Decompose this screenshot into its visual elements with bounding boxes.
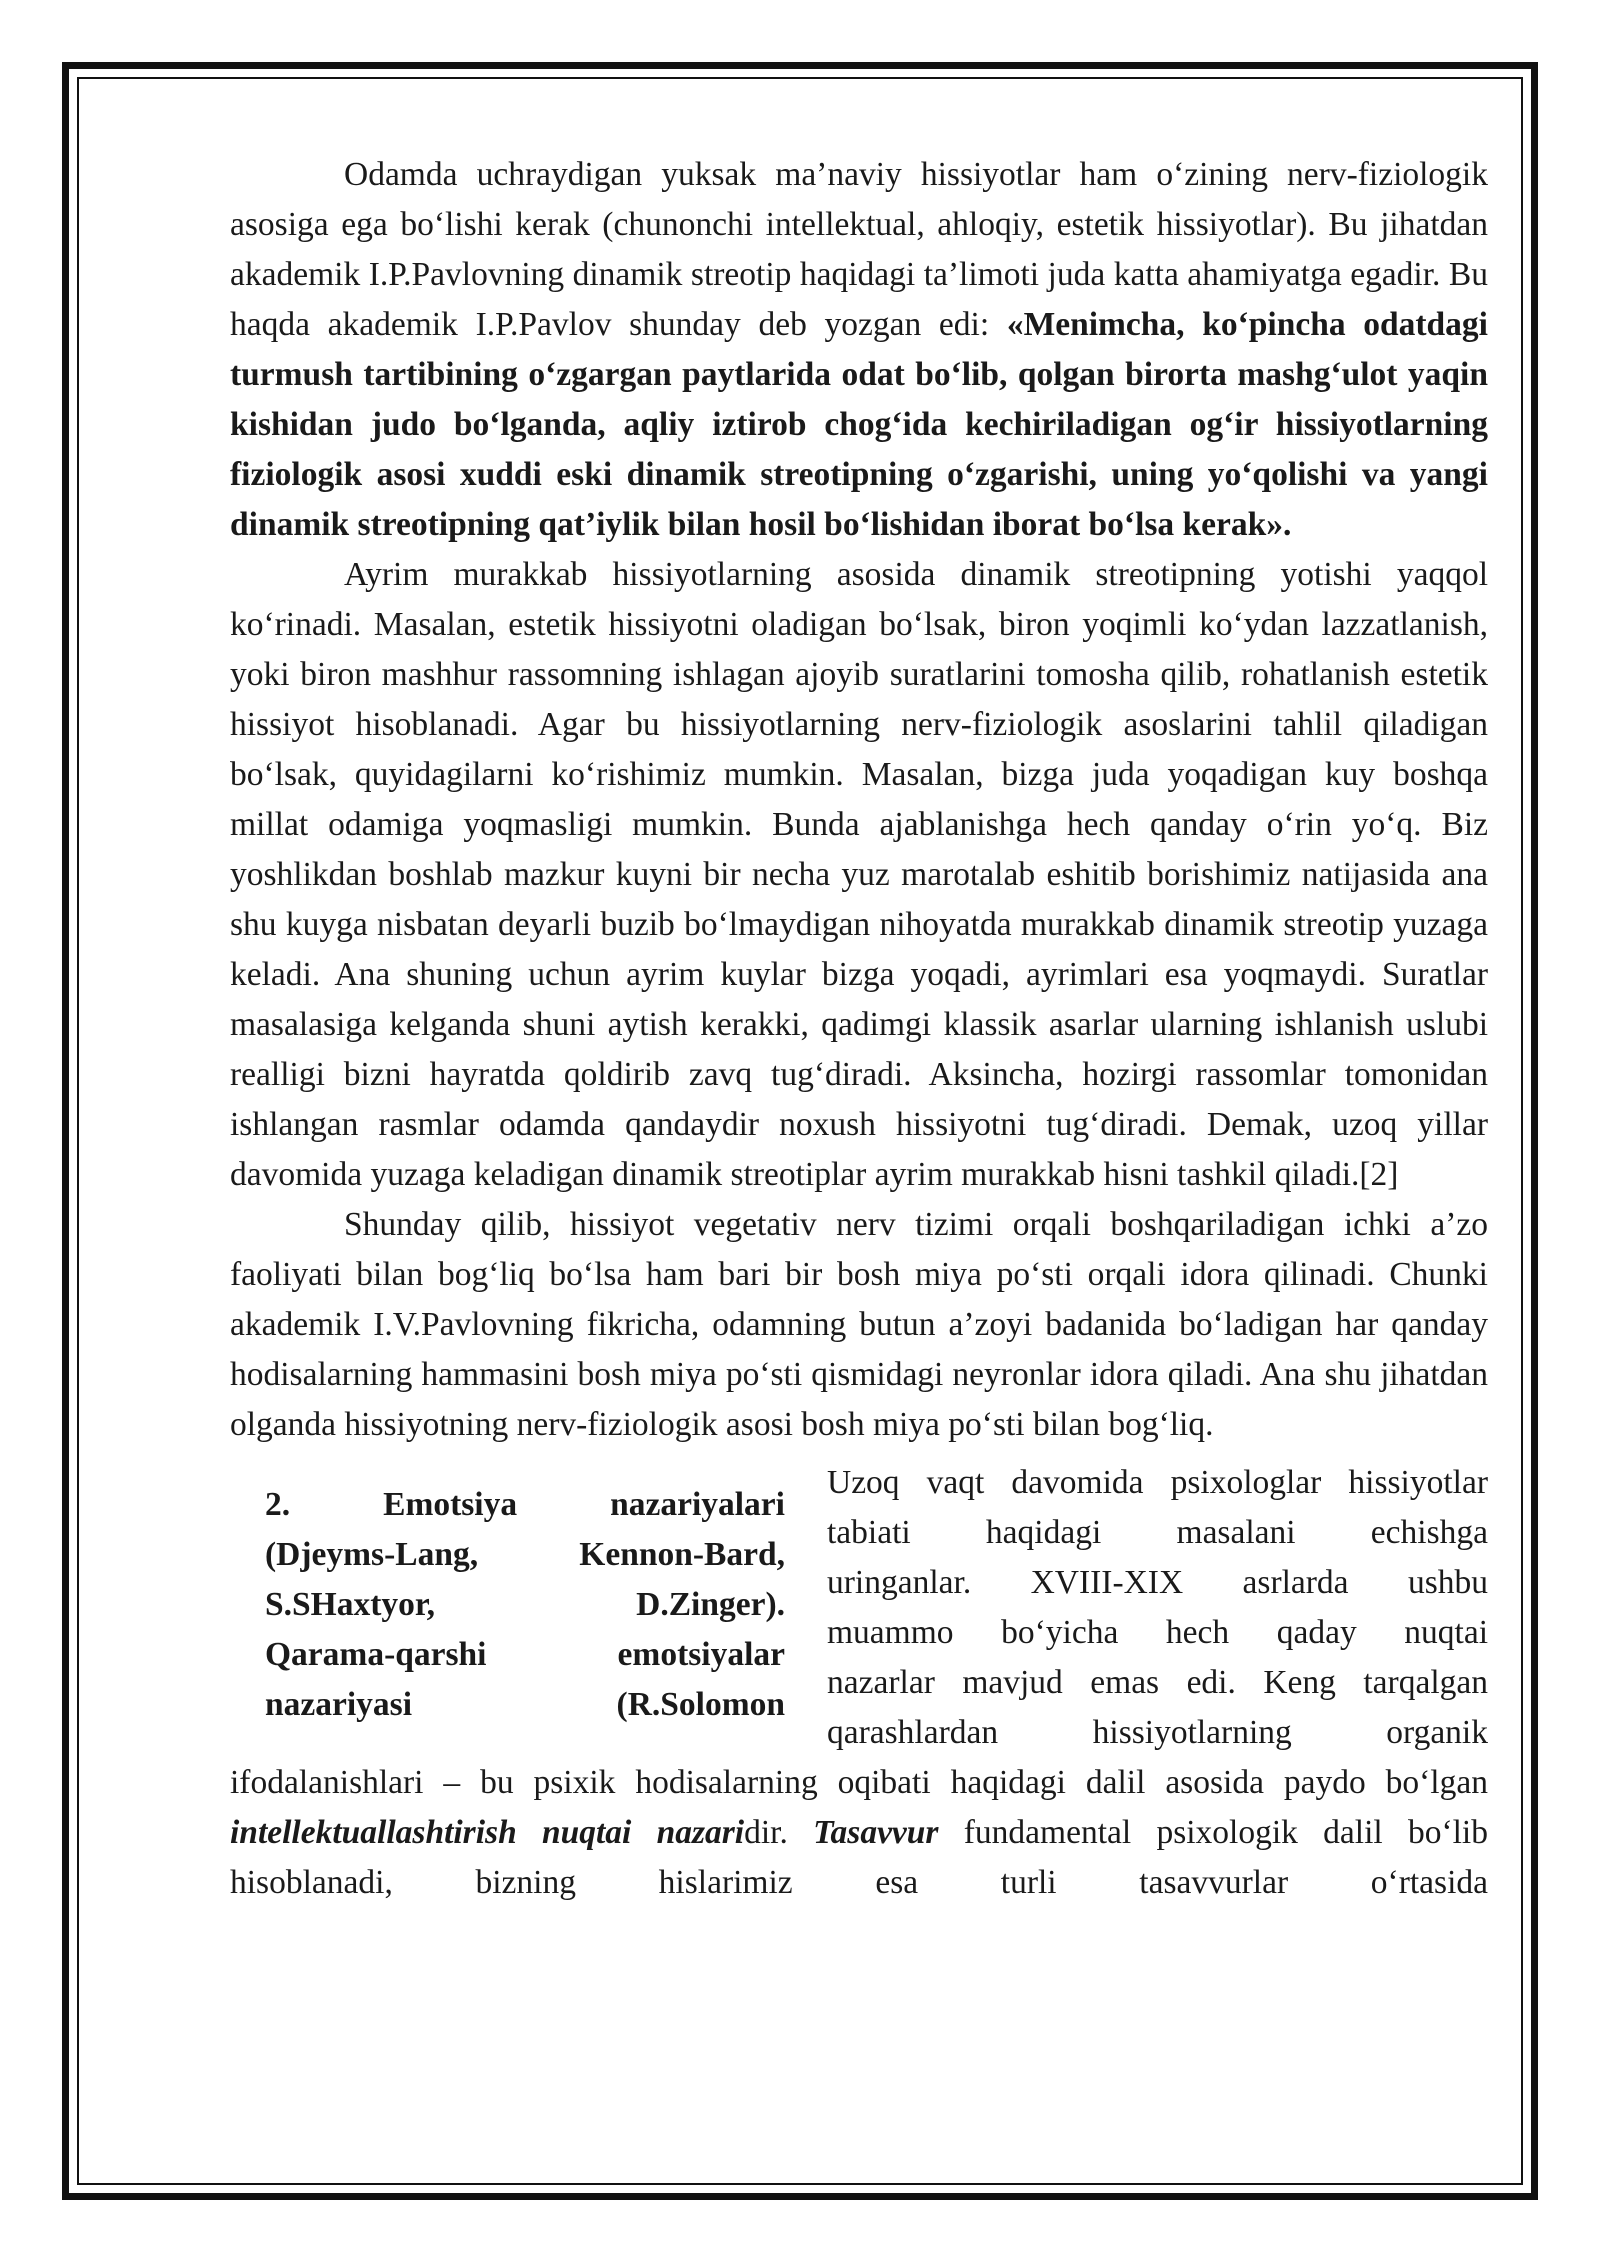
section-body-text	[827, 1458, 1488, 1758]
section-body-line: uringanlar. XVIII-XIX asrlarda ushbu	[827, 1564, 1488, 1601]
paragraph-text: dir.	[744, 1814, 814, 1851]
pavlov-quote: «Menimcha, ko‘pincha odatdagi turmush tartibining o‘zgargan paytlarida odat bo‘lib, qolgan birorta mashg‘ulot yaqin kishidan judo bo‘lganda, aqliy iztirob chog‘ida kechiriladigan og‘ir hissiyotlarning fiziologik asosi xuddi eski dinamik streotipning o‘zgarishi, uning yo‘qolishi va yangi dinamik streotipning qat’iylik bilan hosil bo‘lishidan iborat bo‘lsa kerak».	[230, 306, 1488, 543]
paragraph-dynamic-stereotype: Ayrim murakkab hissiyotlarning asosida dinamik streotipning yotishi yaqqol ko‘rinadi. Masalan, estetik hissiyotni oladigan bo‘lsak, biron yoqimli ko‘ydan lazzatlanish, yoki biron mashhur rassomning ishlagan ajoyib suratlarini tomosha qilib, rohatlanish estetik hissiyot hisoblanadi. Agar bu hissiyotlarning nerv-fiziologik asoslarini tahlil qiladigan bo‘lsak, quyidagilarni ko‘rishimiz mumkin. Masalan, bizga juda yoqadigan kuy boshqa millat odamiga yoqmasligi mumkin. Bunda ajablanishga hech qanday o‘rin yo‘q. Biz yoshlikdan boshlab mazkur kuyni bir necha yuz marotalab eshitib borishimiz natijasida ana shu kuyga nisbatan deyarli buzib bo‘lmaydigan nihoyatda murakkab dinamik streotip yuzaga keladi. Ana shuning uchun ayrim kuylar bizga yoqadi, ayrimlari esa yoqmaydi. Suratlar masalasiga kelganda shuni aytish kerakki, qadimgi klassik asarlar ularning ishlanish uslubi realligi bizni hayratda qoldirib zavq tug‘diradi. Aksincha, hozirgi rassomlar tomonidan ishlangan rasmlar odamda qandaydir noxush hissiyotni tug‘diradi. Demak, uzoq yillar davomida yuzaga keladigan dinamik streotiplar ayrim murakkab hisni tashkil qiladi.[2]	[230, 556, 1488, 1193]
paragraph-intellectualization	[230, 1758, 1488, 1908]
section-body-line: nazarlar mavjud emas edi. Keng tarqalgan	[827, 1664, 1488, 1701]
paragraph-text: fundamental psixologik dalil bo‘lib hisoblanadi, bizning hislarimiz esa turli tasavvurlar o‘rtasida	[230, 1814, 1488, 1901]
emphasis-term: intellektuallashtirish nuqtai nazari	[230, 1814, 745, 1851]
section-body-line: muammo bo‘yicha hech qaday nuqtai	[827, 1614, 1488, 1651]
paragraph-text: ifodalanishlari – bu psixik hodisalarning oqibati haqidagi dalil asosida paydo bo‘lgan	[230, 1764, 1488, 1801]
paragraph-vegetative-nervous-system: Shunday qilib, hissiyot vegetativ nerv tizimi orqali boshqariladigan ichki a’zo faoliyati bilan bog‘liq bo‘lsa ham bari bir bosh miya po‘sti orqali idora qilinadi. Chunki akademik I.V.Pavlovning fikricha, odamning butun a’zoyi badanida bo‘ladigan har qanday hodisalarning hammasini bosh miya po‘sti qismidagi neyronlar idora qiladi. Ana shu jihatdan olganda hissiyotning nerv-fiziologik asosi bosh miya po‘sti bilan bog‘liq.	[230, 1206, 1488, 1443]
section-heading-line: 2. Emotsiya nazariyalari	[265, 1486, 785, 1523]
section-body-line: Uzoq vaqt davomida psixologlar hissiyotlar	[827, 1464, 1488, 1501]
document-body	[230, 150, 1488, 1908]
paragraph-text: Odamda uchraydigan yuksak ma’naviy hissiyotlar ham o‘zining nerv-fiziologik asosiga ega bo‘lishi kerak (chunonchi intellektual, ahloqiy, estetik hissiyotlar). Bu jihatdan akademik I.P.Pavlovning dinamik streotip haqidagi ta’limoti juda katta ahamiyatga egadir. Bu haqda akademik I.P.Pavlov shunday deb yozgan edi:	[230, 156, 1488, 343]
section-heading-line: S.SHaxtyor, D.Zinger).	[265, 1586, 785, 1623]
paragraph-pavlov-quote	[230, 150, 1488, 550]
section-heading	[265, 1480, 785, 1750]
section-heading-line: (Djeyms-Lang, Kennon-Bard,	[265, 1536, 785, 1573]
section-heading-line: nazariyasi (R.Solomon	[265, 1686, 785, 1723]
section-body-line: qarashlardan hissiyotlarning organik	[827, 1714, 1488, 1751]
section-emotion-theories	[230, 1458, 1488, 1758]
emphasis-term: Tasavvur	[813, 1814, 939, 1851]
continuation-text	[230, 1758, 1488, 1908]
section-body-line: tabiati haqidagi masalani echishga	[827, 1514, 1488, 1551]
section-heading-line: Qarama-qarshi emotsiyalar	[265, 1636, 785, 1673]
